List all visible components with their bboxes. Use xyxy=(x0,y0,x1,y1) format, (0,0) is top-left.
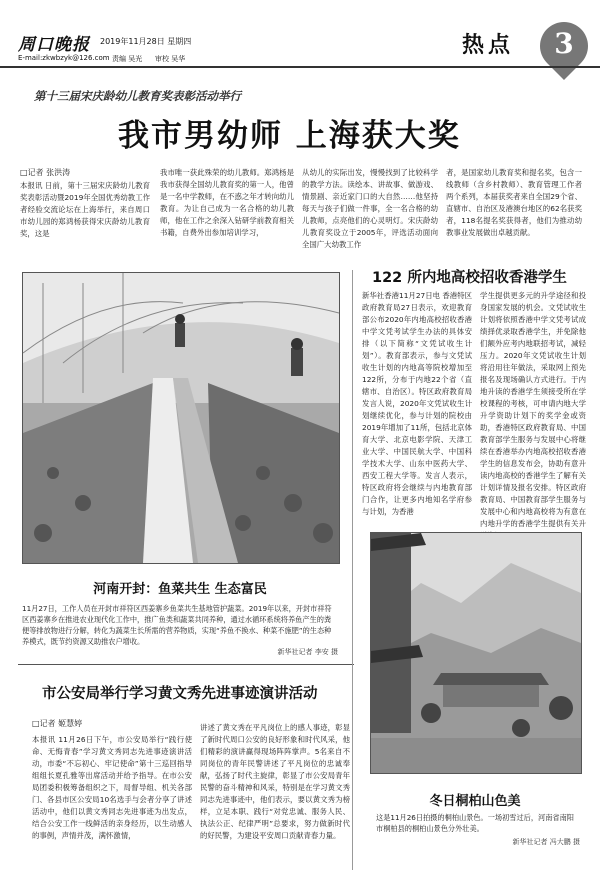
story3-column-2: 讲述了黄文秀在平凡岗位上的感人事迹，彰显了新时代周口公安的良好形象和时代风采，他们精彩的演讲赢得现场阵阵掌声。5名来自不同岗位的青年民警讲述了平凡岗位的忠诚奉献，弘扬了时代主旋律，彰显了市公安局青年民警的奋斗精神和风采，特别是在学习黄文秀同志先进事迹中，他们表示，要以黄文秀为榜样，立足本职、践行“对党忠诚、服务人民、执法公正、纪律严明”总要求，努力做新时代的好民警，为建设平安周口贡献青春力量。 xyxy=(200,723,350,840)
story3-column-1: 本报讯 11月26日下午，市公安局举行“践行使命、无悔青春”学习黄文秀同志先进事迹演讲活动，市委“不忘初心、牢记使命”第十三巡回指导组组长夏孔雅等出席活动并给予指导。在市公安局团委积极筹备组织之下，局督导组、机关各部门、各县市区公安局10名选手与会者分享了讲述活动中，他们以黄文秀同志先进事迹为出发点，结合公安工作一线鲜活的亲身经历，以生动感人的事例，声情并茂，满怀激情， xyxy=(32,735,192,840)
mountain-photo xyxy=(370,532,582,774)
lead-kicker: 第十三届宋庆龄幼儿教育奖表彰活动举行 xyxy=(34,89,241,103)
story2-title: 122 所内地高校招收香港学生 xyxy=(372,270,567,286)
page-number: 3 xyxy=(554,27,574,60)
newspaper-logo: 周口晚报 xyxy=(18,35,90,55)
photo1-credit: 新华社记者 李安 摄 xyxy=(277,648,338,656)
photo2-headline: 冬日桐柏山色美 xyxy=(429,794,521,809)
contact-email: E-mail:zkwbzyk@126.com xyxy=(18,54,110,62)
photo2-caption: 这是11月26日拍摄的桐柏山景色。一场初雪过后，河南省南阳市桐柏县的桐柏山景色分外壮美。 xyxy=(376,813,574,833)
section-divider xyxy=(18,664,354,665)
story2-column-1: 新华社香港11月27日电 香港特区政府教育局27日表示，欢迎教育部公布2020年内地高校招收香港中学文凭考试学生办法的具体安排（以下简称“文凭试收生计划”）。教育部表示，参与文凭试收生计划的内地高等院校增加至122所，分布于内地22个省（直辖市、自治区）。特区政府教育局发言人说，2020年文凭试收生计划继续优化，参与计划的院校由2019年增加了11所，包括北京体育大学、北京电影学院、天津工业大学、中国民航大学、中国科学技术大学、山东中医药大学、西安工程大学等。发言人表示，特区政府将会继续与内地教育部门合作，让更多内地知名学府参与计划，为香港 xyxy=(362,291,472,516)
lead-column-2: 我市唯一获此殊荣的幼儿教师。郑鸿杨是我市获得全国幼儿教育奖的第一人，他曾是一名中学教师，在不惑之年才转向幼儿教育。为让自己成为一名合格的幼儿教师，他在工作之余深入钻研学前教育相关书籍，自费外出参加培训学习， xyxy=(160,168,294,237)
lead-byline: □记者 张洪涛 xyxy=(20,168,71,177)
lead-column-4: 者，是国家幼儿教育奖和提名奖，包含一线教师（含乡村教师）、教育管理工作者两个系列，本届获奖者来自全国29个省、直辖市、自治区及港澳台地区的62名获奖者，118名提名奖获得者，他们为推动幼教事业发展做出卓越贡献。 xyxy=(446,168,582,237)
column-divider xyxy=(352,270,353,870)
lead-column-3: 从幼儿的实际出发，慢慢找到了比较科学的教学方法。读绘本、讲故事、做游戏、情景剧、亲近家门口的大自然……他坚持每天与孩子们做一件事，全一名合格的幼儿教师，点亮他们的心灵明灯。宋庆龄幼儿教育奖设立于2005年，评选活动面向全国广大幼教工作 xyxy=(302,168,438,249)
lead-column-1: 本报讯 日前，第十三届宋庆龄幼儿教育奖表彰活动暨2019年全国优秀幼教工作者经验交流论坛在上海举行，来自周口市幼儿园的郑鸿杨获得宋庆龄幼儿教育奖，这是 xyxy=(20,181,150,238)
photo1-headline: 河南开封：鱼菜共生 生态富民 xyxy=(93,582,267,597)
masthead-rule xyxy=(0,66,600,68)
story2-column-2: 学生提供更多元的升学途径和投身国家发展的机会。文凭试收生计划将依照香港中学文凭考试成绩择优录取香港学生，并免除他们额外应考内地联招考试，减轻压力。2020年文凭试收生计划将沿用往年做法，采取网上预先报名及现场确认方式进行。于内地升读的香港学生须接受所在学校课程的考核，可申请内地大学升学资助计划下的奖学金或资助，香港特区政府教育局、中国教育部学生服务与发展中心将继续在香港举办内地高校招收香港学生的信息发布会，协助有意升读内地高校的香港学生了解有关计划详情及报名安排。特区政府教育局、中国教育部学生服务与发展中心和内地高校将为有意在内地升学的香港学生提供有关升 xyxy=(480,291,586,528)
story3-title: 市公安局举行学习黄文秀先进事迹演讲活动 xyxy=(42,686,318,702)
photo2-credit: 新华社记者 冯大鹏 摄 xyxy=(512,838,580,846)
story3-byline: □记者 姬慧婷 xyxy=(32,719,83,728)
lead-headline: 我市男幼师 上海获大奖 xyxy=(118,118,461,154)
photo1-caption: 11月27日，工作人员在开封市祥符区西姜寨乡鱼菜共生基地管护蔬菜。2019年以来，开封市祥符区西姜寨乡在推进农业现代化工作中，推广鱼类和蔬菜共同养种，通过水循环系统将养鱼产生的粪便等排放物进行分解，转化为蔬菜生长所需的营养物质，实现“养鱼不换水、种菜不施肥”的生态种养模式，既节约资源又助推农户增收。 xyxy=(22,604,332,646)
editor-credit: 责编 吴光 xyxy=(112,55,143,63)
checker-credit: 审校 吴华 xyxy=(155,55,186,63)
greenhouse-photo xyxy=(22,272,340,564)
issue-date: 2019年11月28日 星期四 xyxy=(100,37,192,46)
section-title: 热点 xyxy=(462,32,515,58)
